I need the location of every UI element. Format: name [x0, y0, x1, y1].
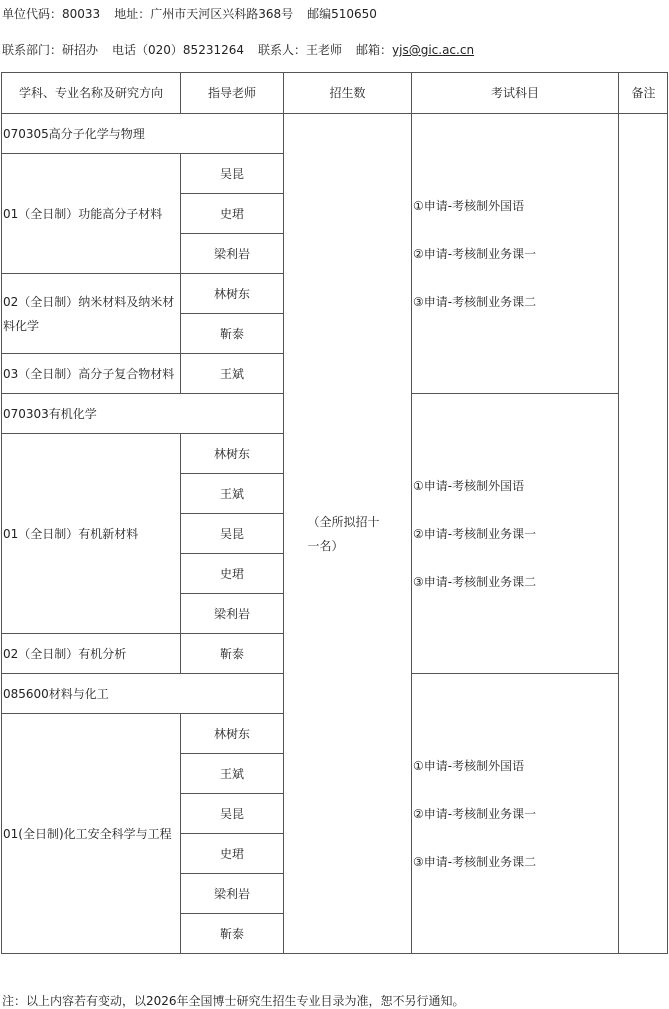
advisor-name: 史珺	[181, 834, 284, 874]
advisor-name: 靳泰	[181, 634, 284, 674]
advisor-name: 林树东	[181, 434, 284, 474]
advisor-name: 史珺	[181, 554, 284, 594]
address: 地址：广州市天河区兴科路368号	[114, 7, 294, 21]
email-link[interactable]: yjs@gic.ac.cn	[392, 43, 475, 57]
footnote: 注：以上内容若有变动，以2026年全国博士研究生招生专业目录为准，恕不另行通知。	[2, 994, 465, 1008]
postcode: 邮编510650	[307, 7, 377, 21]
header-subjects: 考试科目	[412, 73, 619, 114]
header-advisor: 指导老师	[181, 73, 284, 114]
exam-subject-item: ③申请-考核制业务课二	[413, 854, 537, 869]
advisor-name: 王斌	[181, 474, 284, 514]
quota-cell	[284, 114, 412, 954]
direction-name: 01（全日制）功能高分子材料	[2, 154, 181, 274]
advisor-name: 梁利岩	[181, 874, 284, 914]
table-header-row	[2, 73, 668, 114]
unit-info-line	[2, 5, 377, 22]
direction-name: 02（全日制）纳米材料及纳米材料化学	[2, 274, 181, 354]
contact-person: 联系人：王老师	[258, 43, 343, 57]
advisor-name: 梁利岩	[181, 594, 284, 634]
advisor-name: 靳泰	[181, 914, 284, 954]
email-label: 邮箱：	[356, 43, 393, 57]
direction-name: 03（全日制）高分子复合物材料	[2, 354, 181, 394]
major-name: 070305高分子化学与物理	[2, 114, 284, 154]
exam-subject-item: ①申请-考核制外国语	[413, 198, 525, 213]
advisor-name: 靳泰	[181, 314, 284, 354]
exam-subjects	[412, 674, 619, 954]
phone: 电话（020）85231264	[112, 43, 244, 57]
major-name: 085600材料与化工	[2, 674, 284, 714]
exam-subject-item: ②申请-考核制业务课一	[413, 526, 537, 541]
exam-subject-item: ②申请-考核制业务课一	[413, 246, 537, 261]
exam-subject-item: ②申请-考核制业务课一	[413, 806, 537, 821]
advisor-name: 吴昆	[181, 514, 284, 554]
exam-subject-item: ①申请-考核制外国语	[413, 758, 525, 773]
header-remark: 备注	[619, 73, 668, 114]
exam-subjects	[412, 394, 619, 674]
advisor-name: 王斌	[181, 354, 284, 394]
advisor-name: 梁利岩	[181, 234, 284, 274]
advisor-name: 吴昆	[181, 794, 284, 834]
advisor-name: 吴昆	[181, 154, 284, 194]
direction-name: 01(全日制)化工安全科学与工程	[2, 714, 181, 954]
advisor-name: 林树东	[181, 274, 284, 314]
exam-subject-item: ③申请-考核制业务课二	[413, 294, 537, 309]
advisor-name: 王斌	[181, 754, 284, 794]
header-quota: 招生数	[284, 73, 412, 114]
unit-code: 单位代码：80033	[2, 7, 101, 21]
direction-name: 01（全日制）有机新材料	[2, 434, 181, 634]
enrollment-catalog-table	[1, 72, 668, 954]
quota-text: （全所拟招十一名）	[307, 514, 380, 553]
major-name: 070303有机化学	[2, 394, 284, 434]
department: 联系部门：研招办	[2, 43, 99, 57]
exam-subject-item: ①申请-考核制外国语	[413, 478, 525, 493]
advisor-name: 史珺	[181, 194, 284, 234]
remark-cell	[619, 114, 668, 954]
advisor-name: 林树东	[181, 714, 284, 754]
exam-subject-item: ③申请-考核制业务课二	[413, 574, 537, 589]
header-major: 学科、专业名称及研究方向	[2, 73, 181, 114]
table-row	[2, 114, 668, 154]
contact-info-line	[2, 41, 474, 58]
exam-subjects	[412, 114, 619, 394]
direction-name: 02（全日制）有机分析	[2, 634, 181, 674]
